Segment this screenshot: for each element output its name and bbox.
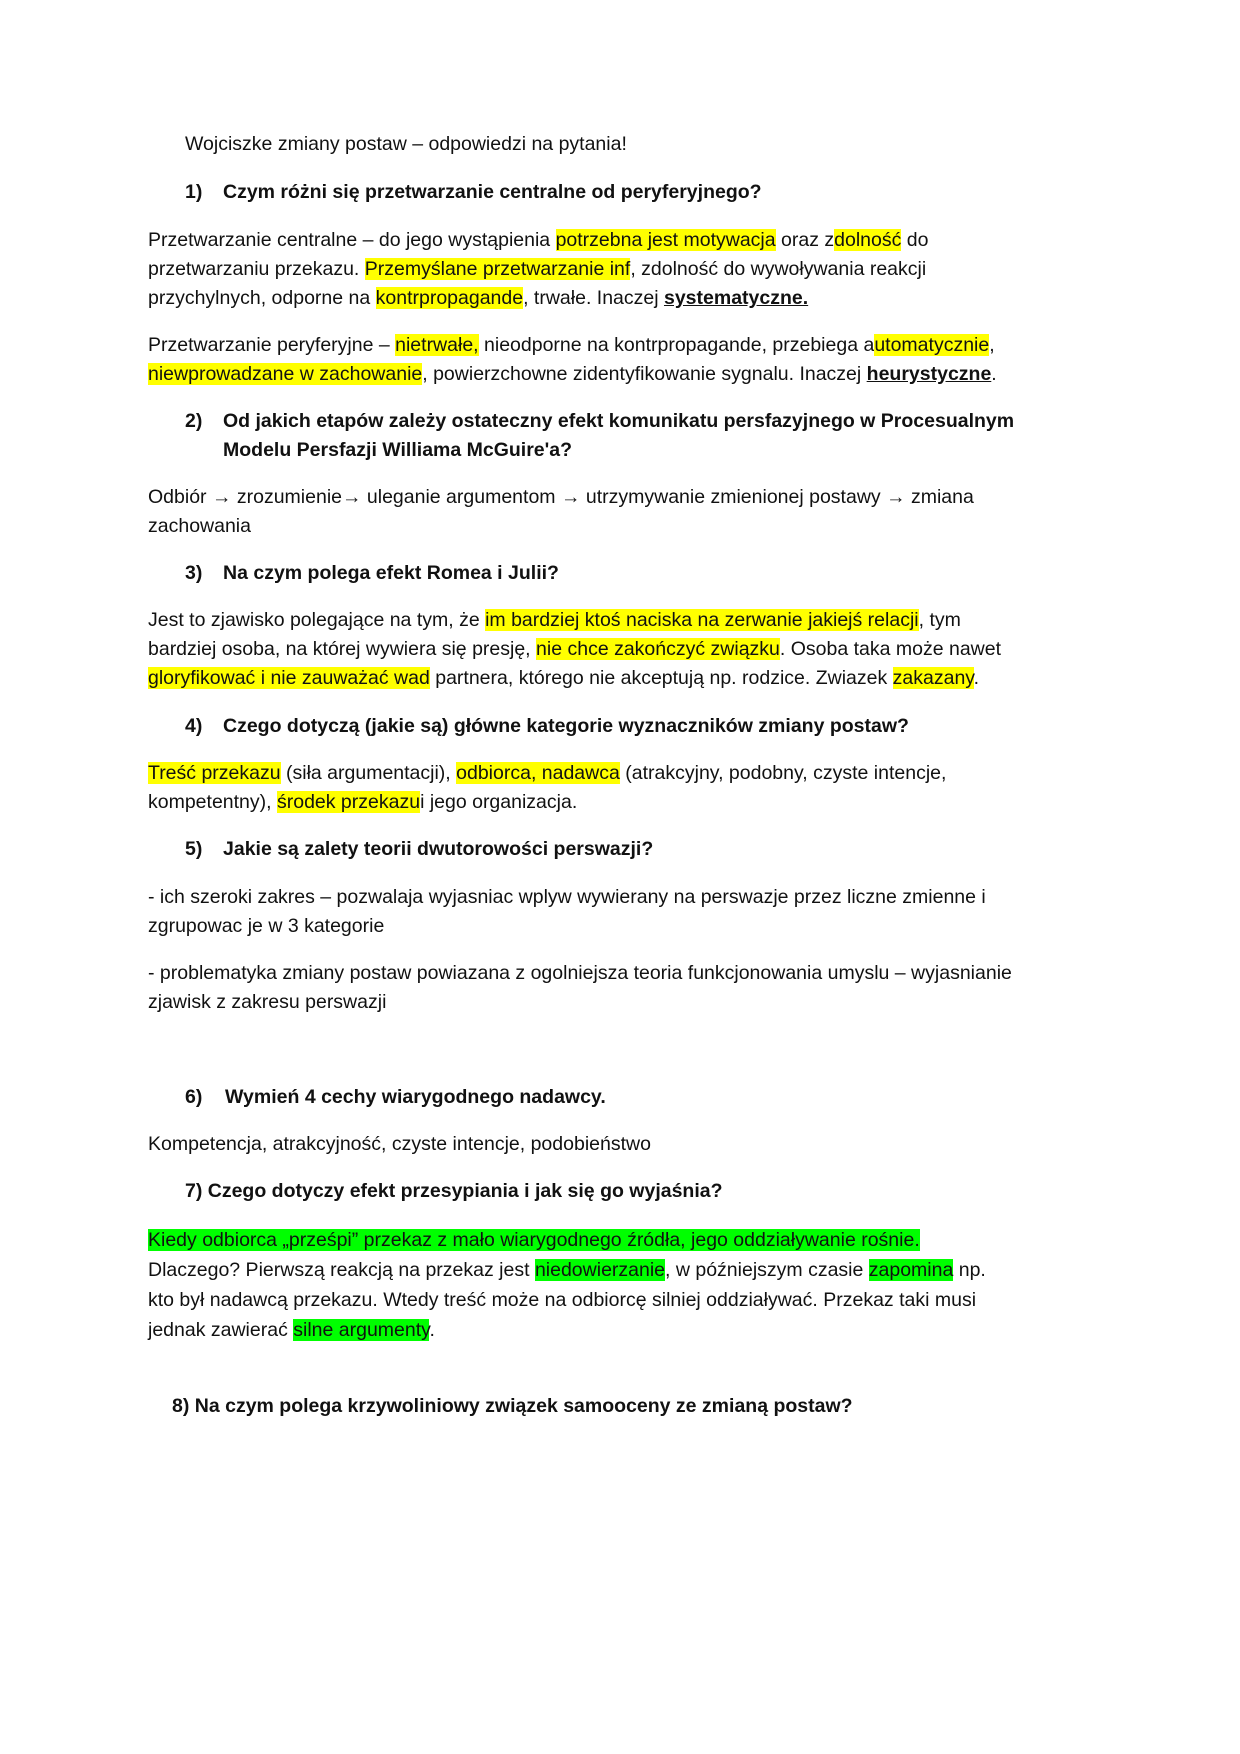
highlight: nie chce zakończyć związku [536, 638, 780, 660]
highlight: potrzebna jest motywacja [555, 229, 776, 251]
answer-1-line-1: Przetwarzanie centralne – do jego wystąpienia potrzebna jest motywacja oraz zdolność do [148, 229, 929, 251]
highlight: dolność [834, 229, 902, 251]
question-number: 6) [185, 1086, 203, 1108]
question-text: Jakie są zalety teorii dwutorowości perswazji? [223, 838, 654, 860]
answer-7-line-1 [148, 1224, 920, 1256]
answer-5a-line-2: zgrupowac je w 3 kategorie [148, 915, 385, 937]
question-text: Czego dotyczą (jakie są) główne kategorie wyznaczników zmiany postaw? [223, 715, 909, 737]
highlight: odbiorca, nadawca [456, 762, 620, 784]
highlight: im bardziej ktoś naciska na zerwanie jakiejś relacji [485, 609, 919, 631]
answer-3-line-1: Jest to zjawisko polegające na tym, że im bardziej ktoś naciska na zerwanie jakiejś relacji, tym [148, 609, 961, 631]
question-number: 3) [185, 562, 203, 584]
highlight: silne argumenty [293, 1319, 430, 1341]
highlight: Kiedy odbiorca „prześpi” przekaz z mało wiarygodnego źródła, jego oddziaływanie rośnie. [148, 1229, 920, 1251]
question-text: Czym różni się przetwarzanie centralne od peryferyjnego? [223, 181, 762, 203]
question-text: Na czym polega efekt Romea i Julii? [223, 562, 559, 584]
question-7: 7) Czego dotyczy efekt przesypiania i jak się go wyjaśnia? [185, 1180, 723, 1202]
answer-7-line-4: jednak zawierać silne argumenty. [148, 1319, 435, 1341]
question-text: Od jakich etapów zależy ostateczny efekt komunikatu persfazyjnego w Procesualnym [223, 410, 1015, 432]
highlight: Treść przekazu [148, 762, 281, 784]
question-text: Modelu Persfazji Williama McGuire'a? [223, 439, 573, 461]
answer-3-line-3: gloryfikować i nie zauważać wad partnera, którego nie akceptują np. rodzice. Zwiazek zakazany. [148, 667, 980, 689]
answer-2-line-1: Odbiór → zrozumienie→ uleganie argumentom → utrzymywanie zmienionej postawy → zmiana [148, 486, 974, 508]
document-title: Wojciszke zmiany postaw – odpowiedzi na pytania! [185, 133, 627, 155]
question-text: Wymień 4 cechy wiarygodnego nadawcy. [225, 1086, 606, 1108]
answer-7-line-3: kto był nadawcą przekazu. Wtedy treść może na odbiorcę silniej oddziaływać. Przekaz taki musi [148, 1289, 977, 1311]
highlight: Przemyślane przetwarzanie inf [364, 258, 631, 280]
answer-7-line-2: Dlaczego? Pierwszą reakcją na przekaz jest niedowierzanie, w późniejszym czasie zapomina np. [148, 1259, 986, 1281]
answer-4-line-1: Treść przekazu (siła argumentacji), odbiorca, nadawca (atrakcyjny, podobny, czyste intencje, [148, 762, 947, 784]
highlight: nietrwałe, [395, 334, 479, 356]
answer-3-line-2: bardziej osoba, na której wywiera się presję, nie chce zakończyć związku. Osoba taka może nawet [148, 638, 1002, 660]
question-number: 4) [185, 715, 203, 737]
question-number: 5) [185, 838, 203, 860]
answer-1b-line-1: Przetwarzanie peryferyjne – nietrwałe, nieodporne na kontrpropagande, przebiega automatycznie, [148, 334, 995, 356]
answer-1b-line-2: niewprowadzane w zachowanie, powierzchowne zidentyfikowanie sygnalu. Inaczej heurystyczne. [148, 363, 997, 385]
emphasis: systematyczne. [663, 287, 809, 309]
answer-4-line-2: kompetentny), środek przekazui jego organizacja. [148, 791, 578, 813]
answer-5b-line-2: zjawisk z zakresu perswazji [148, 991, 387, 1013]
highlight: zapomina [868, 1259, 954, 1281]
answer-5b-line-1: - problematyka zmiany postaw powiazana z ogolniejsza teoria funkcjonowania umyslu – wyjasnianie [148, 962, 1012, 984]
highlight: niedowierzanie [534, 1259, 666, 1281]
highlight: utomatycznie [874, 334, 990, 356]
highlight: zakazany [892, 667, 974, 689]
question-number: 1) [185, 181, 203, 203]
answer-2-line-2: zachowania [148, 515, 251, 537]
question-number: 2) [185, 410, 203, 432]
answer-5a-line-1: - ich szeroki zakres – pozwalaja wyjasniac wplyw wywierany na perswazje przez liczne zmienne i [148, 886, 986, 908]
answer-6: Kompetencja, atrakcyjność, czyste intencje, podobieństwo [148, 1133, 651, 1155]
highlight: niewprowadzane w zachowanie [148, 363, 423, 385]
highlight: kontrpropagande [375, 287, 524, 309]
highlight: gloryfikować i nie zauważać wad [148, 667, 430, 689]
answer-1-line-3: przychylnych, odporne na kontrpropagande, trwałe. Inaczej systematyczne. [148, 287, 809, 309]
question-8: 8) Na czym polega krzywoliniowy związek samooceny ze zmianą postaw? [172, 1395, 853, 1417]
emphasis: heurystyczne [866, 363, 992, 385]
answer-1-line-2: przetwarzaniu przekazu. Przemyślane przetwarzanie inf, zdolność do wywoływania reakcji [148, 258, 927, 280]
highlight: środek przekazu [276, 791, 421, 813]
